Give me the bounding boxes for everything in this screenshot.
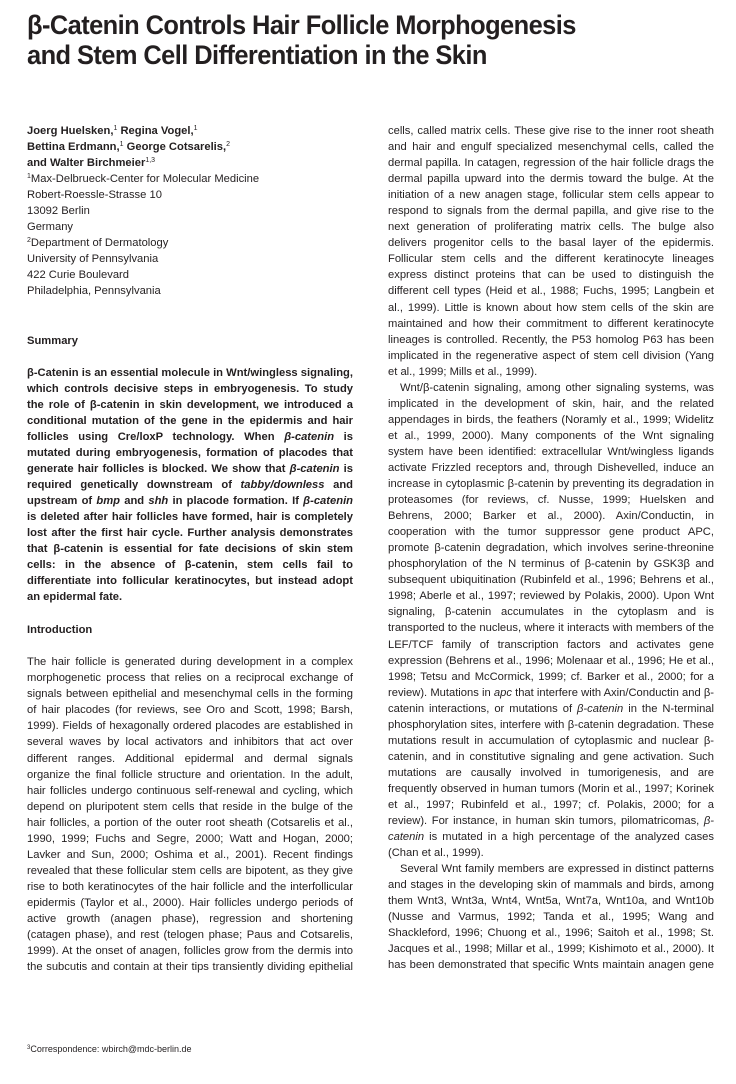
introduction-paragraph: Several Wnt family members are expressed in distinct patterns and stages in the developing skin of mammals and birds, among them Wnt3, Wnt3a, Wnt4, Wnt5a, Wnt7a, Wnt10a, and Wnt10b (Nusse and Varmus, 1992; Tanda et al., 1995; Wang and Shackleford, 1996; Chuong et al., 1996; Saitoh et al., 1998; St. Jacques et al., 1998; Millar et al., 1999; Kishimoto et al., 2000). It has been demonstrated that specific Wnts maintain anagen gene xyxy=(388,863,714,972)
affiliation-line: Germany xyxy=(27,221,74,234)
author-name: George Cotsarelis, xyxy=(126,141,227,154)
left-column xyxy=(27,123,353,975)
introduction-paragraph: Wnt/β-catenin signaling, among other signaling systems, was implicated in the development of skin, hair, and the related appendages in birds, the feathers (Noramly et al., 1999; Widelitz et al., 1999, 2000). Many components of the Wnt signaling system have been identified: extracellular Wnt/wingless ligands activate Frizzled receptors and, through Dishevelled, induce an increase in cytoplasmic β-catenin by preventing its degradation in proteasomes (for reviews, cf. Nusse, 1999; Huelsken and Behrens, 2000; Barker et al., 2000). Axin/Conductin, in cooperation with the tumor suppressor gene product APC, promote β-catenin degradation, which involves serine-threonine phosphorylation of the N terminus of β-catenin by GSK3β and subsequent ubiquitination (Rubinfeld et al., 1996; Behrens et al., 1998; Aberle et al., 1997; reviewed by Polakis, 2000). Upon Wnt signaling, β-catenin accumulates in the cytoplasm and is transported to the nucleus, where it interacts with members of the LEF/TCF family of transcription factors and activates gene expression (Behrens et al., 1996; Molenaar et al., 1996; He et al., 1998; Tetsu and McCormick, 1999; cf. Barker et al., 2000; for a review). Mutations in apc that interfere with Axin/Conductin and β-catenin interactions, or mutations of β-catenin in the N-terminal phosphorylation sites, interfere with β-catenin degradation. These mutations result in accumulation of cytoplasmic and nuclear β-catenin, and in constitutive signaling and gene activation. Such mutations are causally involved in tumorigenesis, and are frequently observed in human tumors (Morin et al., 1997; Korinek et al., 1997; Rubinfeld et al., 1997; cf. Polakis, 2000; for a review). For instance, in human skin tumors, pilomatricomas, β-catenin is mutated in a high percentage of the analyzed cases (Chan et al., 1999). xyxy=(388,381,715,860)
introduction-paragraph-continued: cells, called matrix cells. These give rise to the inner root sheath and hair and engulf specialized mesenchymal cells, called the dermal papilla. In catagen, regression of the hair follicle drags the dermal papilla upward into the dermis toward the bulge. At the initiation of a new anagen stage, follicular stem cells appear to respond to signals from the dermal papilla, and give rise to the next generation of proliferating matrix cells. The bulge also delivers progenitor cells to the basal layer of the epidermis. Follicular stem cells and the different keratinocyte lineages express distinct proteins that can be used to distinguish the different cell types (Heid et al., 1988; Fuchs, 1995; Langbein et al., 1999). Little is known about how stem cells of the skin are maintained and how their commitment to different keratinocyte lineages is controlled. Recently, the P53 homolog P63 has been implicated in the regenerative aspect of stem cell division (Yang et al., 1999; Mills et al., 1999). xyxy=(388,125,714,378)
affiliation-line: Robert-Roessle-Strasse 10 xyxy=(27,189,162,202)
affiliations xyxy=(27,171,353,299)
affiliation-marker: 1,3 xyxy=(145,157,156,165)
author-name: Regina Vogel, xyxy=(120,125,194,137)
affiliation-marker: 2 xyxy=(27,237,31,245)
author-list xyxy=(27,123,353,171)
introduction-heading: Introduction xyxy=(27,624,93,637)
author-name: and Walter Birchmeier xyxy=(27,157,146,170)
footnote-marker: 3 xyxy=(27,1045,31,1051)
author-name: Joerg Huelsken, xyxy=(27,125,114,137)
title-line-2: and Stem Cell Differentiation in the Skin xyxy=(27,40,487,70)
affiliation-line: Philadelphia, Pennsylvania xyxy=(27,285,161,298)
affiliation-line: Max-Delbrueck-Center for Molecular Medicine xyxy=(30,173,260,186)
author-name: Bettina Erdmann, xyxy=(27,141,120,154)
affiliation-line: 422 Curie Boulevard xyxy=(27,269,129,282)
summary-heading: Summary xyxy=(27,334,78,347)
right-column xyxy=(388,123,714,973)
affiliation-line: Department of Dermatology xyxy=(30,237,169,250)
affiliation-marker: 1 xyxy=(119,141,124,149)
introduction-paragraph: The hair follicle is generated during development in a complex morphogenetic process that relies on a reciprocal exchange of signals between epithelial and mesenchymal cells in the forming of hair placodes (for reviews, see Oro and Scott, 1998; Barsh, 1999). Fields of hexagonally ordered placodes are established in several waves by local activators and inhibitors that act over different ranges. Additional epidermal and dermal signals organize the final follicle structure and orientation. In the adult, hair follicles undergo continuous self-renewal and cycling, which depend on pluripotent stem cells that reside in the bulge of the hair follicles, a portion of the outer root sheath (Cotsarelis et al., 1990, 1999; Fuchs and Segre, 2000; Watt and Hogan, 2000; Lavker and Sun, 2000; Oshima et al., 2001). Recent findings revealed that these follicular stem cells are bipotent, as they give rise to both keratinocytes of the hair follicle and the interfollicular epidermis (Taylor et al., 2000). Hair follicles undergo periods of active growth (anagen phase), regression and shortening (catagen phase), and rest (telogen phase; Paus and Cotsarelis, 1999). At the onset of anagen, follicles grow from the dermis into the subcutis and contain at their tips transiently dividing epithelial xyxy=(27,656,353,974)
affiliation-marker: 1 xyxy=(113,125,118,132)
article-title xyxy=(27,10,699,70)
affiliation-marker: 1 xyxy=(27,173,31,181)
affiliation-marker: 1 xyxy=(193,125,198,132)
affiliation-line: University of Pennsylvania xyxy=(27,253,159,266)
correspondence-footnote xyxy=(27,1044,192,1054)
affiliation-line: 13092 Berlin xyxy=(27,205,90,218)
footnote-text: Correspondence: wbirch@mdc-berlin.de xyxy=(30,1044,192,1054)
affiliation-marker: 2 xyxy=(226,141,231,149)
title-line-1: β-Catenin Controls Hair Follicle Morphogenesis xyxy=(27,10,576,40)
summary-paragraph: β-Catenin is an essential molecule in Wnt/wingless signaling, which controls decisive steps in embryogenesis. To study the role of β-catenin in skin development, we introduced a conditional mutation of the gene in the epidermis and hair follicles using Cre/loxP technology. When β-catenin is mutated during embryogenesis, formation of placodes that generate hair follicles is blocked. We show that β-catenin is required genetically downstream of tabby/downless and upstream of bmp and shh in placode formation. If β-catenin is deleted after hair follicles have formed, hair is completely lost after the first hair cycle. Further analysis demonstrates that β-catenin is essential for fate decisions of skin stem cells: in the absence of β-catenin, stem cells fail to differentiate into follicular keratinocytes, but instead adopt an epidermal fate. xyxy=(27,366,354,604)
